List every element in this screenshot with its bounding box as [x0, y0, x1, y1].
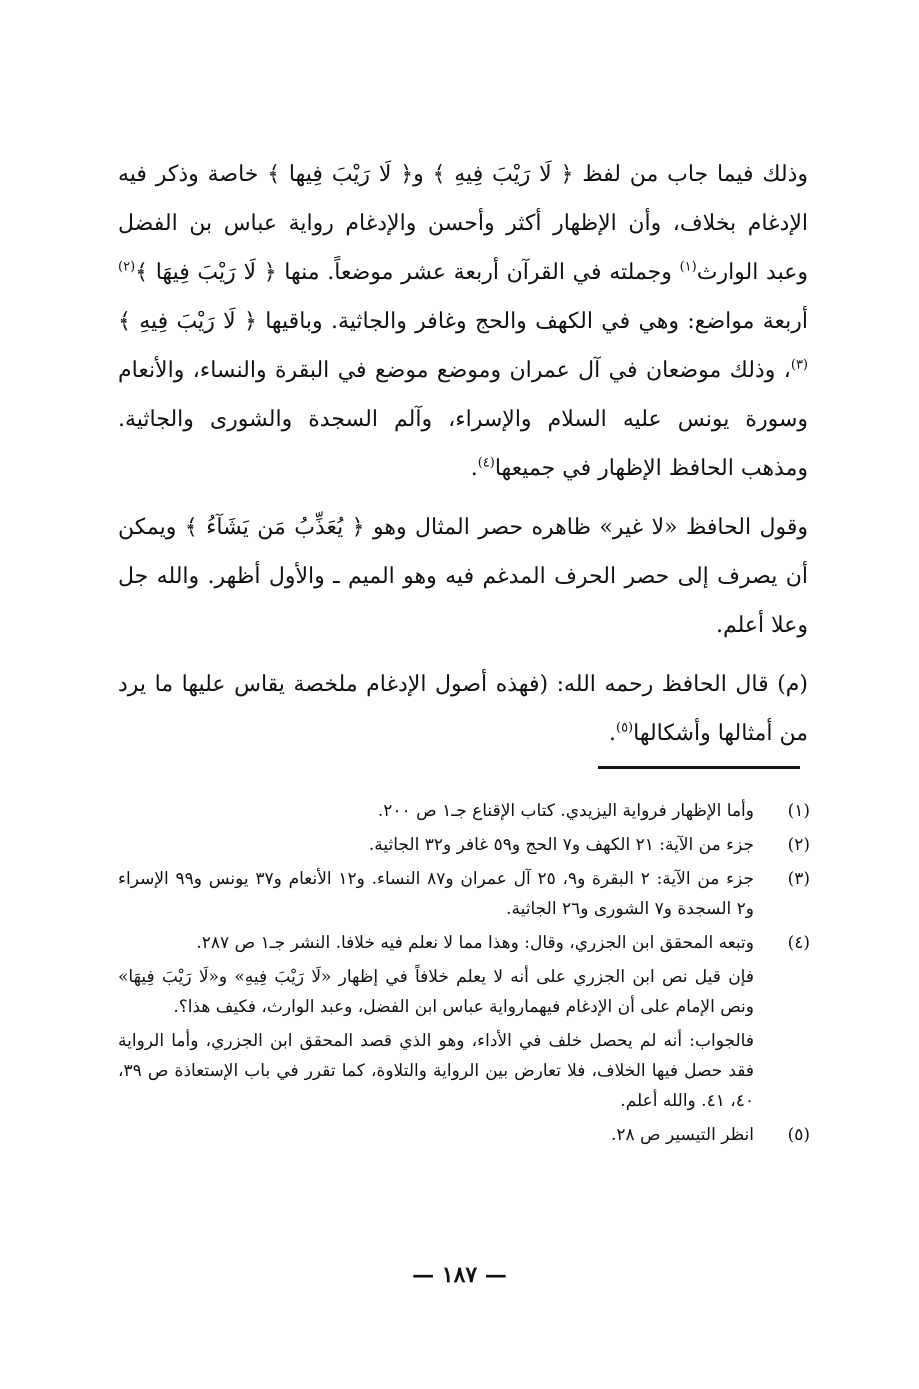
paragraph-1-text-c: أربعة مواضع: وهي في الكهف والحج وغافر والجاثية. وباقيها ﴿ لَا رَيْبَ فِيهِ ﴾ — [118, 309, 808, 334]
footnote-5-number: (٥) — [787, 1125, 810, 1145]
paragraph-3 — [118, 660, 808, 758]
footnote-ref-4: (٤) — [477, 455, 495, 471]
paragraph-3-end: . — [608, 721, 616, 746]
paragraph-1-text-b: وجملته في القرآن أربعة عشر موضعاً. منها ﴿ لَا رَيْبَ فِيهَا ﴾ — [135, 260, 680, 285]
footnote-4-continuation-2: فالجواب: أنه لم يحصل خلف في الأداء، وهو الذي قصد المحقق ابن الجزري، وأما الرواية فقد حصل فيها الخلاف، فلا تعارض بين الرواية والتلاوة، كما تقرر في باب الإستعاذة ص ٣٩، ٤٠، ٤١. والله أعلم. — [118, 1031, 754, 1111]
footnotes — [118, 796, 810, 1154]
footnote-divider — [598, 766, 800, 769]
footnote-4-number: (٤) — [787, 933, 810, 953]
main-text — [118, 150, 808, 758]
footnote-ref-5: (٥) — [615, 720, 634, 736]
footnote-5-text: انظر التيسير ص ٢٨. — [610, 1125, 754, 1145]
footnote-2-number: (٢) — [787, 835, 810, 855]
footnote-ref-3: (٣) — [790, 357, 808, 373]
footnote-1 — [118, 796, 810, 826]
footnote-2 — [118, 830, 810, 860]
paragraph-3-label: (م) — [777, 672, 808, 697]
paragraph-1-text-d: ، وذلك موضعان في آل عمران وموضع موضع في البقرة والنساء، والأنعام وسورة يونس عليه السلام والإسراء، وآلم السجدة والشورى والجاثية. ومذهب الحافظ الإظهار في جميعها — [118, 358, 808, 481]
footnote-ref-2: (٢) — [118, 259, 136, 275]
footnote-4-continuation-1: فإن قيل نص ابن الجزري على أنه لا يعلم خلافاً في إظهار «لَا رَيْبَ فِيهِ» و«لَا رَيْبَ فِيهَا» ونص الإمام على أن الإدغام فيهمارواية عباس ابن الفضل، وعبد الوارث، فكيف هذا؟. — [118, 967, 754, 1017]
footnote-4-text: وتبعه المحقق ابن الجزري، وقال: وهذا مما لا نعلم فيه خلافا. النشر جـ١ ص ٢٨٧. — [196, 933, 754, 953]
paragraph-1-text-a: وذلك فيما جاب من لفظ ﴿ لَا رَيْبَ فِيهِ ﴾ و﴿ لَا رَيْبَ فِيها ﴾ خاصة وذكر فيه الإدغام بخلاف، وأن الإظهار أكثر وأحسن والإدغام رواية عباس بن الفضل وعبد الوارث — [118, 162, 808, 285]
footnote-3-text: جزء من الآية: ٢ البقرة و٩، ٢٥ آل عمران و٨٧ النساء. و١٢ الأنعام و٣٧ يونس و٩٩ الإسراء و٢ السجدة و٧ الشورى و٢٦ الجاثية. — [118, 869, 754, 919]
footnote-4 — [118, 928, 810, 958]
footnote-3-number: (٣) — [787, 869, 810, 889]
paragraph-1-end: . — [470, 456, 478, 481]
footnote-1-text: وأما الإظهار فرواية اليزيدي. كتاب الإقناع جـ١ ص ٢٠٠. — [377, 801, 754, 821]
footnote-2-text: جزء من الآية: ٢١ الكهف و٧ الحج و٥٩ غافر و٣٢ الجاثية. — [368, 835, 754, 855]
footnote-3 — [118, 864, 810, 924]
paragraph-2: وقول الحافظ «لا غير» ظاهره حصر المثال وهو ﴿ يُعَذِّبُ مَن يَشَآءُ ﴾ ويمكن أن يصرف إلى حصر الحرف المدغم فيه وهو الميم ـ والأول أظهر. والله جل وعلا أعلم. — [118, 515, 808, 638]
footnote-1-number: (١) — [787, 801, 810, 821]
paragraph-1 — [118, 150, 808, 493]
footnote-5 — [118, 1120, 810, 1150]
paragraph-3-text: قال الحافظ رحمه الله: (فهذه أصول الإدغام ملخصة يقاس عليها ما يرد من أمثالها وأشكالها — [118, 672, 808, 746]
footnote-ref-1: (١) — [679, 259, 697, 275]
page-number: — ١٨٧ — — [412, 1262, 507, 1288]
